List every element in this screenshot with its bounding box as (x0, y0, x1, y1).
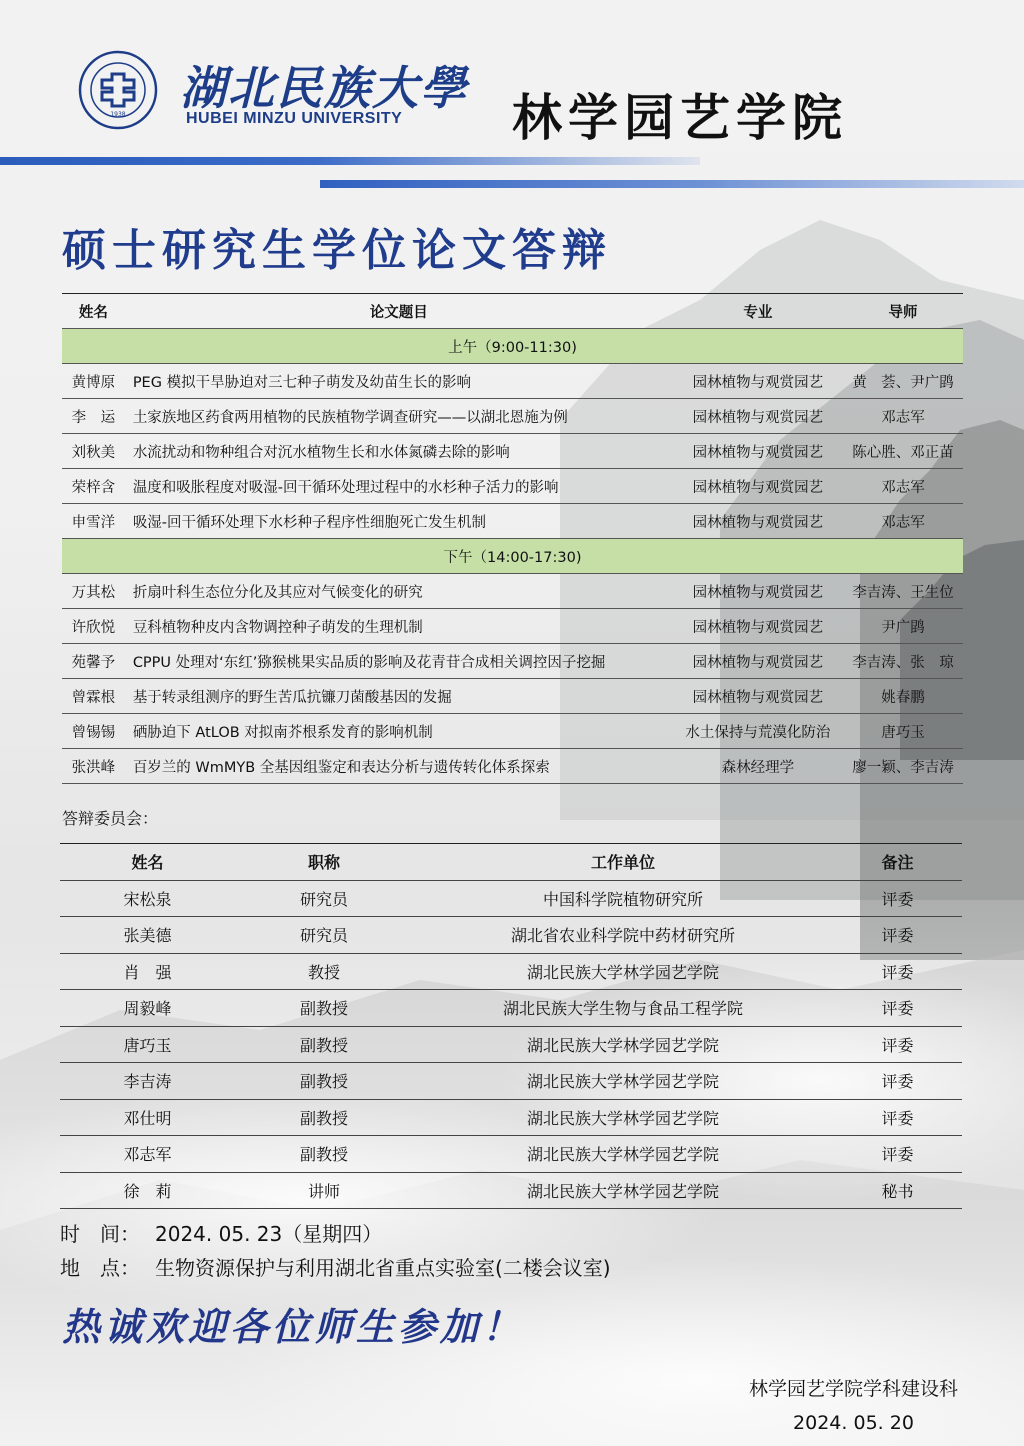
thesis-title: 基于转录组测序的野生苦瓜抗镰刀菌酸基因的发掘 (125, 679, 673, 714)
member-name: 李吉涛 (60, 1063, 235, 1100)
welcome-message: 热诚欢迎各位师生参加！ (62, 1304, 525, 1349)
member-affiliation: 湖北省农业科学院中药材研究所 (413, 917, 833, 954)
member-remark: 评委 (833, 1099, 962, 1136)
table-row (60, 917, 962, 954)
member-remark: 评委 (833, 990, 962, 1027)
thesis-title: PEG 模拟干旱胁迫对三七种子萌发及幼苗生长的影响 (125, 364, 673, 399)
issuer-block (749, 1372, 958, 1440)
table-row (62, 574, 963, 609)
member-rank: 研究员 (235, 880, 413, 917)
table-row (62, 364, 963, 399)
member-affiliation: 湖北民族大学林学园艺学院 (413, 1026, 833, 1063)
table-row (60, 1063, 962, 1100)
member-rank: 副教授 (235, 1099, 413, 1136)
member-affiliation: 湖北民族大学林学园艺学院 (413, 1099, 833, 1136)
member-rank: 副教授 (235, 1026, 413, 1063)
major: 水土保持与荒漠化防治 (673, 714, 843, 749)
member-rank: 教授 (235, 953, 413, 990)
student-name: 曾霖根 (62, 679, 125, 714)
major: 园林植物与观赏园艺 (673, 399, 843, 434)
issuer-org: 林学园艺学院学科建设科 (748, 1378, 958, 1400)
member-rank: 副教授 (235, 990, 413, 1027)
student-name: 苑馨予 (62, 644, 125, 679)
header-name: 姓名 (62, 294, 125, 329)
session-label: 上午（9:00-11:30) (62, 329, 963, 364)
member-name: 肖 强 (60, 953, 235, 990)
student-name: 刘秋美 (62, 434, 125, 469)
thesis-title: 折扇叶科生态位分化及其应对气候变化的研究 (125, 574, 673, 609)
supervisor: 黄 荟、尹广鹍 (843, 364, 963, 399)
svg-text:1938: 1938 (110, 111, 126, 118)
table-row (60, 1026, 962, 1063)
session-row-morning (62, 329, 963, 364)
student-name: 荣梓含 (62, 469, 125, 504)
member-affiliation: 湖北民族大学林学园艺学院 (413, 1063, 833, 1100)
table-row (62, 749, 963, 784)
supervisor: 唐巧玉 (843, 714, 963, 749)
thesis-title: 土家族地区药食两用植物的民族植物学调查研究——以湖北恩施为例 (125, 399, 673, 434)
supervisor: 李吉涛、张 琼 (843, 644, 963, 679)
header-name: 姓名 (60, 844, 235, 881)
page-title: 硕士研究生学位论文答辩 (62, 225, 612, 276)
university-name-cn: 湖北民族大學 (180, 61, 468, 115)
time-label: 时 间： (60, 1222, 140, 1246)
member-remark: 评委 (833, 917, 962, 954)
supervisor: 姚春鹏 (843, 679, 963, 714)
header-major: 专业 (673, 294, 843, 329)
accent-bar-bottom (320, 180, 1024, 188)
header-supervisor: 导师 (843, 294, 963, 329)
thesis-title: 水流扰动和物种组合对沉水植物生长和水体氮磷去除的影响 (125, 434, 673, 469)
member-remark: 评委 (833, 1026, 962, 1063)
major: 园林植物与观赏园艺 (673, 434, 843, 469)
thesis-title: 百岁兰的 WmMYB 全基因组鉴定和表达分析与遗传转化体系探索 (125, 749, 673, 784)
member-name: 张美德 (60, 917, 235, 954)
table-row (60, 880, 962, 917)
member-remark: 秘书 (833, 1172, 962, 1209)
major: 园林植物与观赏园艺 (673, 609, 843, 644)
table-header-row (62, 294, 963, 329)
member-name: 邓仕明 (60, 1099, 235, 1136)
header-affiliation: 工作单位 (413, 844, 833, 881)
member-rank: 副教授 (235, 1063, 413, 1100)
session-label: 下午（14:00-17:30) (62, 539, 963, 574)
table-row (60, 990, 962, 1027)
place-label: 地 点： (60, 1256, 140, 1280)
member-name: 邓志军 (60, 1136, 235, 1173)
table-row (62, 609, 963, 644)
member-affiliation: 湖北民族大学林学园艺学院 (413, 1172, 833, 1209)
supervisor: 尹广鹍 (843, 609, 963, 644)
header-title: 论文题目 (125, 294, 673, 329)
student-name: 张洪峰 (62, 749, 125, 784)
member-name: 周毅峰 (60, 990, 235, 1027)
issue-date: 2024. 05. 20 (793, 1412, 914, 1434)
time-value: 2024. 05. 23（星期四） (155, 1222, 383, 1246)
supervisor: 邓志军 (843, 399, 963, 434)
major: 园林植物与观赏园艺 (673, 504, 843, 539)
defense-schedule-table (62, 293, 963, 784)
major: 园林植物与观赏园艺 (673, 469, 843, 504)
major: 园林植物与观赏园艺 (673, 679, 843, 714)
member-rank: 研究员 (235, 917, 413, 954)
major: 森林经理学 (673, 749, 843, 784)
table-row (60, 1172, 962, 1209)
major: 园林植物与观赏园艺 (673, 574, 843, 609)
table-row (62, 469, 963, 504)
college-name: 林学园艺学院 (512, 88, 848, 147)
member-remark: 评委 (833, 1136, 962, 1173)
table-row (62, 434, 963, 469)
place-line (60, 1252, 611, 1281)
table-row (62, 504, 963, 539)
table-row (62, 644, 963, 679)
member-name: 唐巧玉 (60, 1026, 235, 1063)
student-name: 曾锡锡 (62, 714, 125, 749)
time-line (60, 1218, 382, 1247)
table-row (62, 714, 963, 749)
major: 园林植物与观赏园艺 (673, 644, 843, 679)
member-affiliation: 中国科学院植物研究所 (413, 880, 833, 917)
member-name: 宋松泉 (60, 880, 235, 917)
student-name: 申雪洋 (62, 504, 125, 539)
member-remark: 评委 (833, 953, 962, 990)
supervisor: 邓志军 (843, 469, 963, 504)
member-affiliation: 湖北民族大学林学园艺学院 (413, 1136, 833, 1173)
table-row (60, 953, 962, 990)
university-name-en: HUBEI MINZU UNIVERSITY (186, 110, 403, 127)
member-rank: 副教授 (235, 1136, 413, 1173)
supervisor: 廖一颖、李吉涛 (843, 749, 963, 784)
table-row (60, 1099, 962, 1136)
committee-table (60, 843, 962, 1209)
member-affiliation: 湖北民族大学生物与食品工程学院 (413, 990, 833, 1027)
student-name: 万其松 (62, 574, 125, 609)
thesis-title: 豆科植物种皮内含物调控种子萌发的生理机制 (125, 609, 673, 644)
thesis-title: 硒胁迫下 AtLOB 对拟南芥根系发育的影响机制 (125, 714, 673, 749)
session-row-afternoon (62, 539, 963, 574)
student-name: 黄博原 (62, 364, 125, 399)
major: 园林植物与观赏园艺 (673, 364, 843, 399)
table-header-row (60, 844, 962, 881)
table-row (62, 399, 963, 434)
supervisor: 邓志军 (843, 504, 963, 539)
thesis-title: 吸湿-回干循环处理下水杉种子程序性细胞死亡发生机制 (125, 504, 673, 539)
header-remark: 备注 (833, 844, 962, 881)
thesis-title: 温度和吸胀程度对吸湿-回干循环处理过程中的水杉种子活力的影响 (125, 469, 673, 504)
table-row (60, 1136, 962, 1173)
member-name: 徐 莉 (60, 1172, 235, 1209)
table-row (62, 679, 963, 714)
member-affiliation: 湖北民族大学林学园艺学院 (413, 953, 833, 990)
student-name: 李 运 (62, 399, 125, 434)
accent-bar-top (0, 157, 700, 165)
member-rank: 讲师 (235, 1172, 413, 1209)
place-value: 生物资源保护与利用湖北省重点实验室(二楼会议室) (155, 1256, 611, 1280)
supervisor: 李吉涛、王生位 (843, 574, 963, 609)
committee-label: 答辩委员会： (62, 809, 159, 828)
thesis-title: CPPU 处理对‘东红’猕猴桃果实品质的影响及花青苷合成相关调控因子挖掘 (125, 644, 673, 679)
supervisor: 陈心胜、邓正苗 (843, 434, 963, 469)
header-rank: 职称 (235, 844, 413, 881)
member-remark: 评委 (833, 880, 962, 917)
university-seal-logo (78, 50, 158, 130)
student-name: 许欣悦 (62, 609, 125, 644)
member-remark: 评委 (833, 1063, 962, 1100)
